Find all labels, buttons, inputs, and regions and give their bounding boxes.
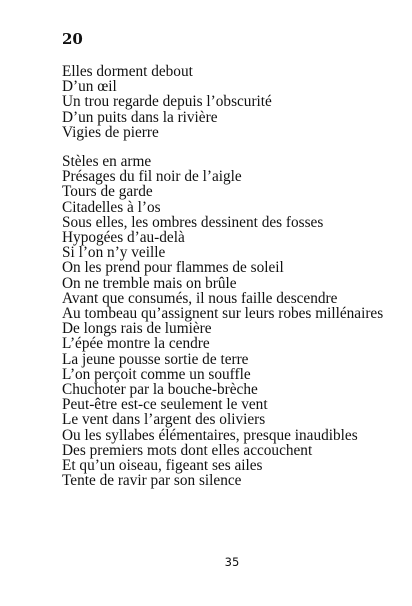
- verse-line: Elles dorment debout: [62, 63, 193, 80]
- stanza-2: [62, 154, 383, 488]
- verse-line: Vigies de pierre: [62, 123, 159, 141]
- verse-line: Citadelles à l’os: [62, 198, 161, 216]
- verse-line: D’un œil: [62, 78, 117, 96]
- verse-line: Des premiers mots dont elles accouchent: [62, 441, 313, 459]
- verse-line: Hypogées d’au-delà: [62, 229, 185, 247]
- verse-line: L’épée montre la cendre: [62, 335, 210, 353]
- verse-line: Au tombeau qu’assignent sur leurs robes millénaires: [62, 305, 384, 323]
- verse-line: Stèles en arme: [62, 153, 152, 170]
- verse-line: Chuchoter par la bouche-brèche: [62, 381, 258, 399]
- verse-line: La jeune pousse sortie de terre: [62, 350, 249, 368]
- verse-line: Peut-être est-ce seulement le vent: [62, 396, 268, 414]
- verse-line: Tours de garde: [62, 183, 153, 201]
- verse-line: L’on perçoit comme un souffle: [62, 365, 251, 383]
- page-number: 35: [224, 555, 240, 569]
- verse-line: Un trou regarde depuis l’obscurité: [62, 93, 272, 111]
- verse-line: Tente de ravir par son silence: [62, 472, 242, 490]
- verse-line: Si l’on n’y veille: [62, 244, 166, 262]
- verse-line: Avant que consumés, il nous faille descendre: [62, 289, 338, 307]
- verse-line: De longs rais de lumière: [62, 320, 212, 338]
- verse-line: On les prend pour flammes de soleil: [62, 259, 284, 277]
- verse-line: Le vent dans l’argent des oliviers: [62, 411, 266, 429]
- verse-line: Sous elles, les ombres dessinent des fosses: [62, 213, 324, 231]
- verse-line: Et qu’un oiseau, figeant ses ailes: [62, 457, 263, 475]
- verse-line: On ne tremble mais on brûle: [62, 274, 237, 292]
- verse-line: D’un puits dans la rivière: [62, 108, 218, 126]
- verse-line: Ou les syllabes élémentaires, presque inaudibles: [62, 426, 358, 444]
- verse-line: Présages du fil noir de l’aigle: [62, 168, 242, 186]
- poem-number: 20: [62, 30, 83, 48]
- stanza-1: [62, 64, 272, 140]
